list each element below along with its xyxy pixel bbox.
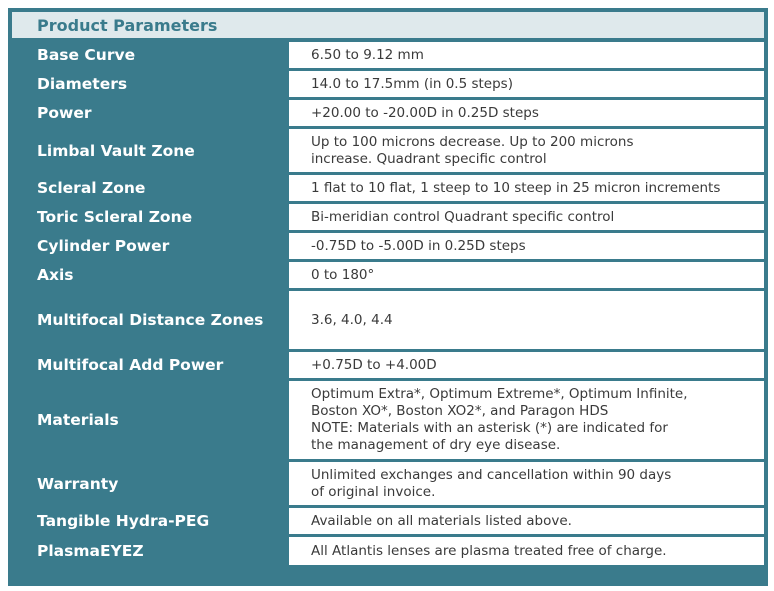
table-row (12, 381, 764, 459)
table-row (12, 508, 764, 534)
value-line: Bi-meridian control Quadrant specific control (311, 208, 615, 225)
table-row (12, 71, 764, 97)
row-label: Power (12, 100, 284, 126)
row-value (284, 175, 764, 201)
table-row (12, 42, 764, 68)
value-line: -0.75D to -5.00D in 0.25D steps (311, 237, 526, 254)
value-line: 6.50 to 9.12 mm (311, 46, 424, 63)
value-line: increase. Quadrant specific control (311, 150, 547, 167)
value-line: 1 flat to 10 flat, 1 steep to 10 steep in 25 micron increments (311, 179, 721, 196)
row-label: Materials (12, 381, 284, 459)
row-value (284, 262, 764, 288)
row-value (284, 462, 764, 505)
value-line: Up to 100 microns decrease. Up to 200 microns (311, 133, 634, 150)
row-value (284, 381, 764, 459)
row-value (284, 71, 764, 97)
table-row (12, 204, 764, 230)
row-label: PlasmaEYEZ (12, 537, 284, 565)
row-value (284, 204, 764, 230)
row-label: Multifocal Distance Zones (12, 291, 284, 349)
row-value (284, 129, 764, 172)
table-row (12, 100, 764, 126)
table-row (12, 462, 764, 505)
row-label: Axis (12, 262, 284, 288)
value-line: Unlimited exchanges and cancellation within 90 days (311, 466, 672, 483)
row-value (284, 508, 764, 534)
row-label: Cylinder Power (12, 233, 284, 259)
row-label: Scleral Zone (12, 175, 284, 201)
value-line: Available on all materials listed above. (311, 512, 572, 529)
parameters-table (12, 39, 764, 568)
table-row (12, 262, 764, 288)
value-line: +20.00 to -20.00D in 0.25D steps (311, 104, 539, 121)
row-label: Toric Scleral Zone (12, 204, 284, 230)
row-value (284, 42, 764, 68)
value-line: All Atlantis lenses are plasma treated free of charge. (311, 542, 667, 559)
table-row (12, 175, 764, 201)
row-value (284, 352, 764, 378)
row-label: Base Curve (12, 42, 284, 68)
row-label: Tangible Hydra-PEG (12, 508, 284, 534)
value-line: of original invoice. (311, 483, 436, 500)
row-label: Diameters (12, 71, 284, 97)
table-row (12, 129, 764, 172)
table-row (12, 352, 764, 378)
row-label: Multifocal Add Power (12, 352, 284, 378)
parameters-table-frame (8, 8, 768, 586)
row-value (284, 100, 764, 126)
row-value (284, 291, 764, 349)
row-label: Warranty (12, 462, 284, 505)
value-line: the management of dry eye disease. (311, 437, 561, 453)
row-value (284, 537, 764, 565)
value-line: NOTE: Materials with an asterisk (*) are indicated for (311, 420, 668, 436)
table-row (12, 291, 764, 349)
table-row (12, 233, 764, 259)
row-value (284, 233, 764, 259)
value-line: 0 to 180° (311, 266, 375, 283)
value-line: +0.75D to +4.00D (311, 356, 437, 373)
parameters-rows (12, 42, 764, 565)
value-line: Optimum Extra*, Optimum Extreme*, Optimum Infinite, (311, 386, 688, 402)
value-line: 3.6, 4.0, 4.4 (311, 311, 393, 328)
table-row (12, 537, 764, 565)
row-label: Limbal Vault Zone (12, 129, 284, 172)
value-line: 14.0 to 17.5mm (in 0.5 steps) (311, 75, 513, 92)
table-title: Product Parameters (12, 12, 764, 38)
value-line: Boston XO*, Boston XO2*, and Paragon HDS (311, 403, 609, 419)
